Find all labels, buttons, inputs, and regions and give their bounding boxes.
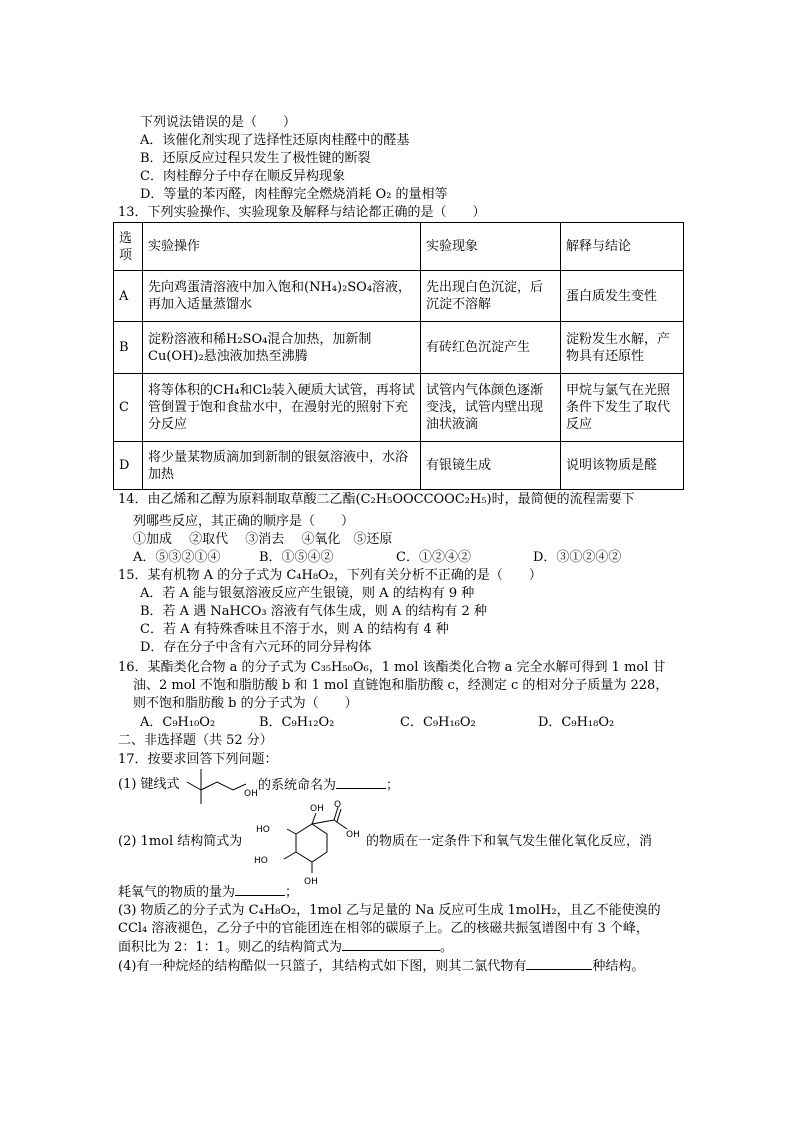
q14-option-b: B．①⑤④② (259, 550, 334, 565)
q13-row-b-label: B (114, 322, 143, 374)
q17-part3-end: 。 (439, 940, 453, 955)
answer-blank-4[interactable] (526, 957, 592, 970)
q17-part3-text: 面积比为 2：1：1。则乙的结构简式为 (118, 940, 342, 955)
q17-part1-text: 的系统命名为 (258, 778, 337, 793)
q13-table (113, 222, 684, 490)
q13-header-operation: 实验操作 (143, 223, 421, 271)
q12-stem: 下列说法错误的是（ ） (140, 115, 297, 130)
q13-row-a-operation: 先向鸡蛋清溶液中加入饱和(NH₄)₂SO₄溶液，再加入适量蒸馏水 (143, 271, 421, 322)
quinic-acid-structure (246, 800, 368, 886)
q13-stem: 13．下列实验操作、实验现象及解释与结论都正确的是（ ） (118, 205, 486, 220)
q17-part3-line3 (118, 938, 453, 957)
q17-part1-prefix: (1) 键线式 (118, 777, 180, 792)
q17-part2-end: ； (285, 885, 299, 900)
q14-reactions: ①加成 ②取代 ③消去 ④氧化 ⑤还原 (133, 532, 393, 547)
q13-row-d-operation: 将少量某物质滴加到新制的银氨溶液中，水浴加热 (143, 442, 421, 490)
q16-option-b: B．C₉H₁₂O₂ (259, 715, 335, 730)
q13-row-a-phenomenon: 先出现白色沉淀，后沉淀不溶解 (421, 271, 561, 322)
ho-label: HO (254, 856, 268, 866)
ho-label: HO (256, 825, 270, 835)
oh-label: OH (244, 789, 258, 799)
q13-row-c-conclusion: 甲烷与氯气在光照条件下发生了取代反应 (561, 374, 684, 442)
q17-part2-line2 (118, 883, 298, 902)
q14-line1: 14．由乙烯和乙醇为原料制取草酸二乙酯(C₂H₅OOCCOOC₂H₅)时，最简便的流程需要下 (118, 492, 635, 507)
q16-option-a: A．C₉H₁₀O₂ (140, 715, 216, 730)
answer-blank-3[interactable] (342, 938, 440, 951)
q17-part2-suffix: 的物质在一定条件下和氧气发生催化氧化反应，消 (366, 834, 653, 849)
q16-line1: 16．某酯类化合物 a 的分子式为 C₃₅H₅₀O₆，1 mol 该酯类化合物 a 完全水解可得到 1 mol 甘 (118, 660, 666, 675)
q13-row-d-label: D (114, 442, 143, 490)
q13-row-b-phenomenon: 有砖红色沉淀产生 (421, 322, 561, 374)
q17-part4-text: (4)有一种烷烃的结构酷似一只篮子，其结构式如下图，则其二氯代物有 (118, 959, 527, 974)
section-heading: 二、非选择题（共 52 分） (118, 733, 273, 748)
q12-option-b: B．还原反应过程只发生了极性键的断裂 (140, 151, 371, 166)
q17-part2-prefix: (2) 1mol 结构简式为 (118, 834, 243, 849)
q13-header-conclusion: 解释与结论 (561, 223, 684, 271)
q15-option-c: C．若 A 有特殊香味且不溶于水，则 A 的结构有 4 种 (140, 622, 449, 637)
q12-option-d: D．等量的苯丙醛，肉桂醇完全燃烧消耗 O₂ 的量相等 (140, 187, 448, 202)
q13-row-c-label: C (114, 374, 143, 442)
q13-header-phenomenon: 实验现象 (421, 223, 561, 271)
q17-part4-end: 种结构。 (592, 959, 645, 974)
oh-label: OH (346, 830, 360, 840)
q14-option-d: D．③①②④② (533, 550, 622, 565)
q15-option-a: A．若 A 能与银氨溶液反应产生银镜，则 A 的结构有 9 种 (140, 586, 475, 601)
q12-option-a: A．该催化剂实现了选择性还原肉桂醛中的醛基 (140, 133, 410, 148)
q15-option-b: B．若 A 遇 NaHCO₃ 溶液有气体生成，则 A 的结构有 2 种 (140, 604, 487, 619)
q17-part2-text: 耗氧气的物质的量为 (118, 885, 236, 900)
q14-option-c: C．①②④② (396, 550, 471, 565)
q16-option-c: C．C₉H₁₆O₂ (400, 715, 476, 730)
q15-option-d: D．存在分子中含有六元环的同分异构体 (140, 640, 372, 655)
q13-row-b-operation: 淀粉溶液和稀H₂SO₄混合加热，加新制Cu(OH)₂悬浊液加热至沸腾 (143, 322, 421, 374)
q17-part4 (118, 957, 644, 976)
q17-stem: 17．按要求回答下列问题： (118, 752, 278, 767)
q14-line2: 列哪些反应，其正确的顺序是（ ） (133, 514, 355, 529)
q13-row-d-conclusion: 说明该物质是醛 (561, 442, 684, 490)
q14-option-a: A．⑤③②①④ (133, 550, 221, 565)
answer-blank-2[interactable] (235, 883, 285, 896)
o-label: O (334, 800, 342, 810)
q13-row-a-conclusion: 蛋白质发生变性 (561, 271, 684, 322)
q13-row-c-phenomenon: 试管内气体颜色逐渐变浅，试管内壁出现油状液滴 (421, 374, 561, 442)
answer-blank-1[interactable] (336, 776, 386, 789)
q16-option-d: D．C₉H₁₈O₂ (538, 715, 615, 730)
q17-part1-suffix (258, 776, 399, 795)
q13-row-a-label: A (114, 271, 143, 322)
q16-line2: 油、2 mol 不饱和脂肪酸 b 和 1 mol 直链饱和脂肪酸 c，经测定 c 的相对分子质量为 228， (133, 678, 669, 693)
q13-row-b-conclusion: 淀粉发生水解，产物具有还原性 (561, 322, 684, 374)
oh-label: OH (310, 804, 324, 814)
q15-stem: 15．某有机物 A 的分子式为 C₄H₈O₂，下列有关分析不正确的是（ ） (118, 568, 542, 583)
q17-part3-line2: CCl₄ 溶液褪色，乙分子中的官能团连在相邻的碳原子上。乙的核磁共振氢谱图中有 3 个峰， (118, 921, 649, 936)
q13-row-c-operation: 将等体积的CH₄和Cl₂装入硬质大试管，再将试管倒置于饱和食盐水中，在漫射光的照射下充分反应 (143, 374, 421, 442)
q17-part1-end: ； (386, 778, 400, 793)
q12-option-c: C．肉桂醇分子中存在顺反异构现象 (140, 169, 345, 184)
oh-label: OH (304, 877, 318, 886)
q17-part3-line1: (3) 物质乙的分子式为 C₄H₈O₂，1mol 乙与足量的 Na 反应可生成 1molH₂，且乙不能使溴的 (118, 903, 661, 918)
q13-row-d-phenomenon: 有银镜生成 (421, 442, 561, 490)
q16-line3: 则不饱和脂肪酸 b 的分子式为（ ） (133, 696, 358, 711)
q13-header-option: 选项 (114, 223, 143, 271)
